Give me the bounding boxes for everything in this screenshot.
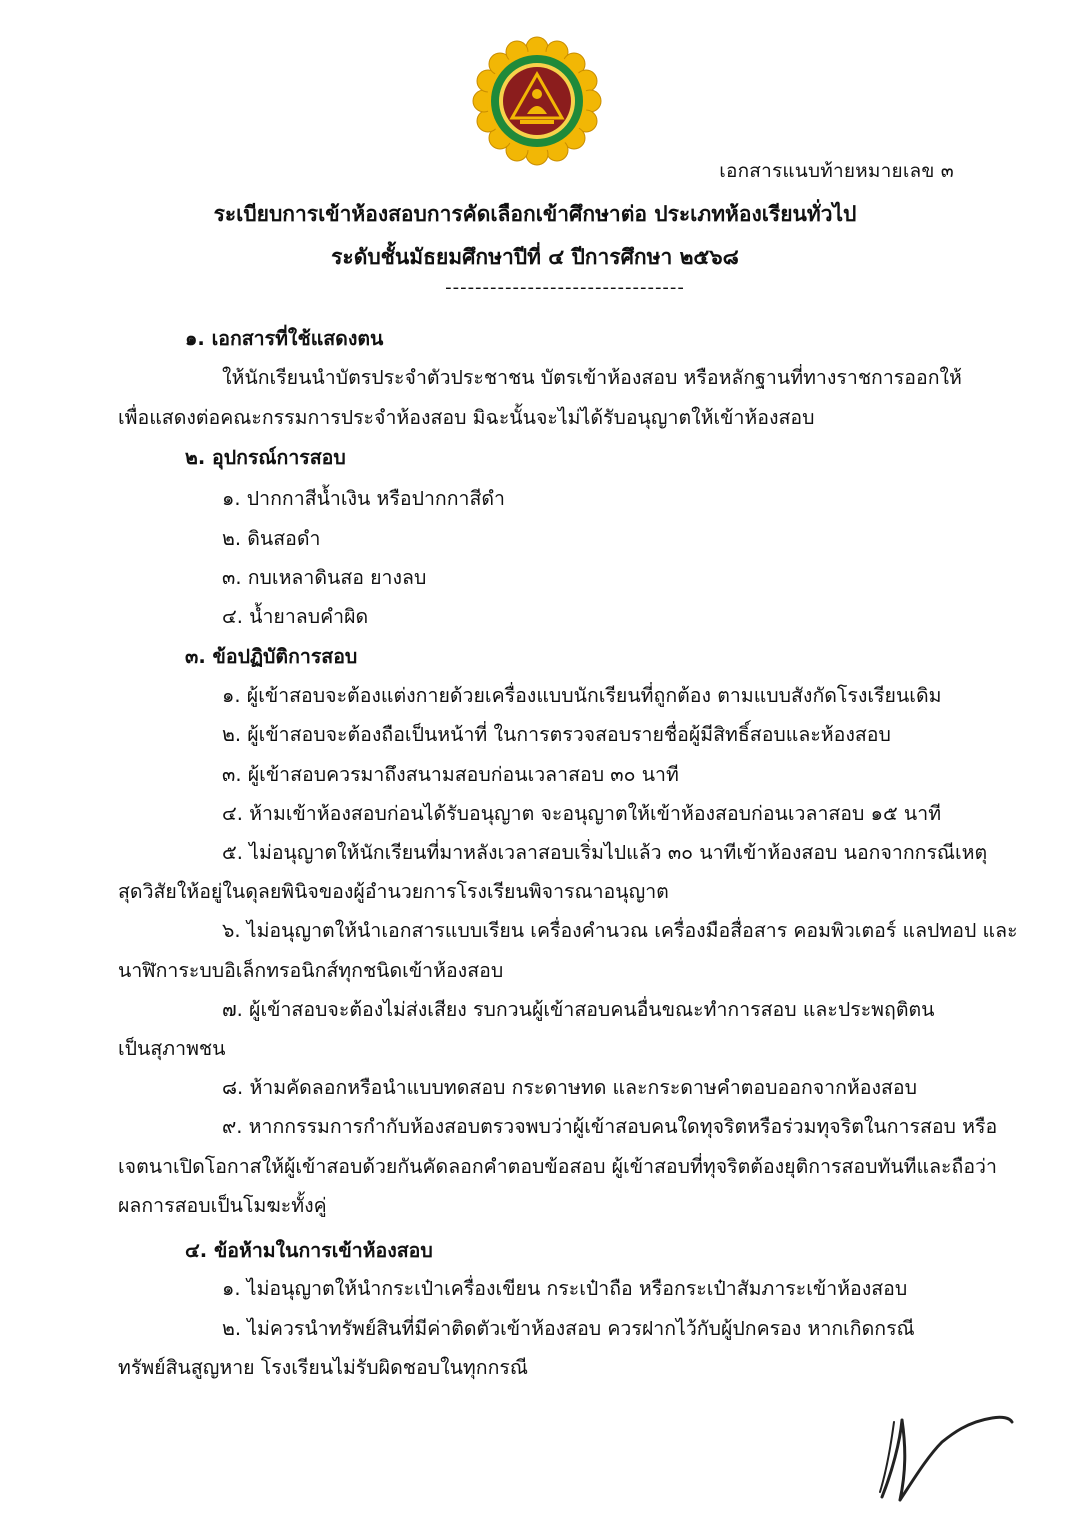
list-item: ๒. ไม่ควรนำทรัพย์สินที่มีค่าติดตัวเข้าห้องสอบ ควรฝากไว้กับผู้ปกครอง หากเกิดกรณี	[222, 1317, 915, 1340]
list-item: ๗. ผู้เข้าสอบจะต้องไม่ส่งเสียง รบกวนผู้เข้าสอบคนอื่นขณะทำการสอบ และประพฤติตน	[222, 998, 935, 1021]
document-title-line2: ระดับชั้นมัธยมศึกษาปีที่ ๔ ปีการศึกษา ๒๕๖๘	[331, 245, 739, 269]
list-item: ๕. ไม่อนุญาตให้นักเรียนที่มาหลังเวลาสอบเริ่มไปแล้ว ๓๐ นาทีเข้าห้องสอบ นอกจากกรณีเหตุ	[222, 841, 988, 864]
body-line: ให้นักเรียนนำบัตรประจำตัวประชาชน บัตรเข้าห้องสอบ หรือหลักฐานที่ทางราชการออกให้	[222, 366, 962, 389]
document-title-line1: ระเบียบการเข้าห้องสอบการคัดเลือกเข้าศึกษาต่อ ประเภทห้องเรียนทั่วไป	[213, 202, 857, 226]
list-item: ๓. กบเหลาดินสอ ยางลบ	[222, 566, 427, 589]
section-heading: ๓. ข้อปฏิบัติการสอบ	[185, 645, 358, 668]
list-item-continued: เป็นสุภาพชน	[118, 1037, 226, 1060]
list-item: ๑. ไม่อนุญาตให้นำกระเป๋าเครื่องเขียน กระเป๋าถือ หรือกระเป๋าสัมภาระเข้าห้องสอบ	[222, 1277, 908, 1300]
list-item: ๙. หากกรรมการกำกับห้องสอบตรวจพบว่าผู้เข้าสอบคนใดทุจริตหรือร่วมทุจริตในการสอบ หรือ	[222, 1115, 998, 1138]
school-seal-logo	[472, 36, 602, 166]
signature-mark	[872, 1402, 1022, 1512]
list-item-continued: สุดวิสัยให้อยู่ในดุลยพินิจของผู้อำนวยการโรงเรียนพิจารณาอนุญาต	[118, 880, 669, 903]
list-item-continued: เจตนาเปิดโอกาสให้ผู้เข้าสอบด้วยกันคัดลอกคำตอบข้อสอบ ผู้เข้าสอบที่ทุจริตต้องยุติการสอบทันทีและถือว่า	[118, 1155, 997, 1178]
list-item: ๔. ห้ามเข้าห้องสอบก่อนได้รับอนุญาต จะอนุญาตให้เข้าห้องสอบก่อนเวลาสอบ ๑๕ นาที	[222, 802, 942, 825]
title-separator: --------------------------------	[445, 277, 685, 298]
section-heading: ๔. ข้อห้ามในการเข้าห้องสอบ	[185, 1239, 433, 1262]
list-item-continued: ผลการสอบเป็นโมฆะทั้งคู่	[118, 1194, 327, 1217]
section-heading: ๑. เอกสารที่ใช้แสดงตน	[185, 327, 384, 350]
list-item: ๑. ปากกาสีน้ำเงิน หรือปากกาสีดำ	[222, 487, 506, 510]
list-item-continued: ทรัพย์สินสูญหาย โรงเรียนไม่รับผิดชอบในทุกกรณี	[118, 1356, 528, 1379]
list-item: ๑. ผู้เข้าสอบจะต้องแต่งกายด้วยเครื่องแบบนักเรียนที่ถูกต้อง ตามแบบสังกัดโรงเรียนเดิม	[222, 684, 942, 707]
list-item: ๒. ดินสอดำ	[222, 527, 321, 550]
list-item: ๒. ผู้เข้าสอบจะต้องถือเป็นหน้าที่ ในการตรวจสอบรายชื่อผู้มีสิทธิ์สอบและห้องสอบ	[222, 723, 891, 746]
section-heading: ๒. อุปกรณ์การสอบ	[185, 446, 346, 469]
list-item: ๘. ห้ามคัดลอกหรือนำแบบทดสอบ กระดาษทด และกระดาษคำตอบออกจากห้องสอบ	[222, 1076, 918, 1099]
list-item: ๓. ผู้เข้าสอบควรมาถึงสนามสอบก่อนเวลาสอบ ๓๐ นาที	[222, 763, 679, 786]
document-reference: เอกสารแนบท้ายหมายเลข ๓	[719, 160, 954, 182]
list-item: ๔. น้ำยาลบคำผิด	[222, 605, 369, 628]
list-item: ๖. ไม่อนุญาตให้นำเอกสารแบบเรียน เครื่องคำนวณ เครื่องมือสื่อสาร คอมพิวเตอร์ แลปทอป และ	[222, 919, 1018, 942]
body-line: เพื่อแสดงต่อคณะกรรมการประจำห้องสอบ มิฉะนั้นจะไม่ได้รับอนุญาตให้เข้าห้องสอบ	[118, 406, 815, 429]
list-item-continued: นาฬิการะบบอิเล็กทรอนิกส์ทุกชนิดเข้าห้องสอบ	[118, 959, 504, 982]
